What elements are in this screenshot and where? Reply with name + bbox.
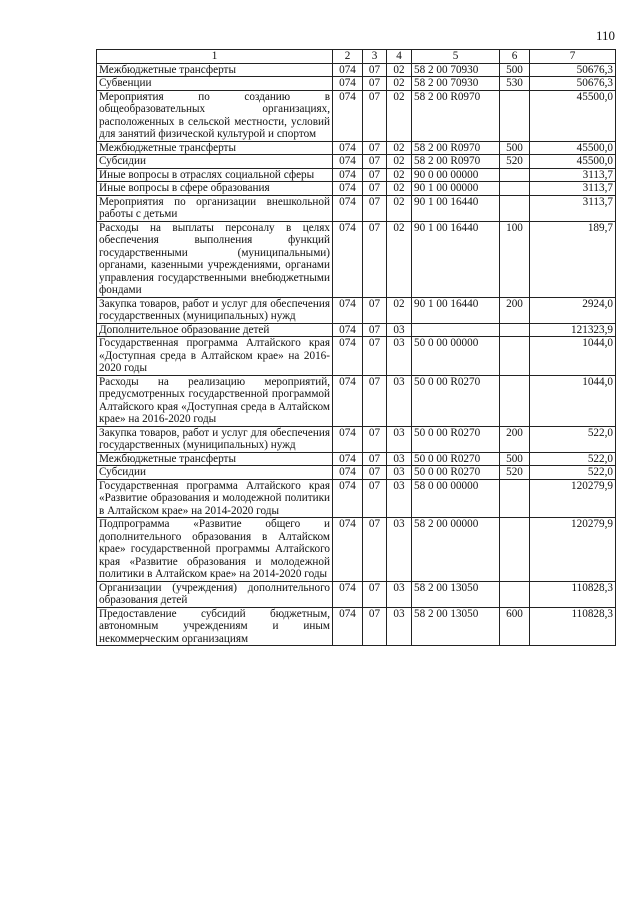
expense-type-code: 200 [500,297,530,323]
subsection-code: 02 [387,297,412,323]
section-code: 07 [363,479,387,518]
item-name: Субвенции [97,77,333,91]
table-row [97,323,616,337]
subsection-code: 03 [387,452,412,466]
amount: 45500,0 [530,155,616,169]
expense-type-code [500,90,530,141]
subsection-code: 03 [387,607,412,646]
target-article-code: 58 2 00 00000 [412,518,500,582]
header-row [97,50,616,64]
department-code: 074 [333,195,363,221]
department-code: 074 [333,90,363,141]
item-name: Мероприятия по организации внешкольной работы с детьми [97,195,333,221]
target-article-code [412,323,500,337]
item-name: Закупка товаров, работ и услуг для обеспечения государственных (муниципальных) нужд [97,297,333,323]
expense-type-code [500,479,530,518]
subsection-code: 02 [387,155,412,169]
section-code: 07 [363,155,387,169]
item-name: Мероприятия по созданию в общеобразовательных организациях, расположенных в сельской местности, условий для занятий физической культурой и спортом [97,90,333,141]
subsection-code: 02 [387,141,412,155]
subsection-code: 02 [387,168,412,182]
target-article-code: 90 1 00 16440 [412,297,500,323]
table-row [97,375,616,426]
section-code: 07 [363,297,387,323]
department-code: 074 [333,182,363,196]
subsection-code: 02 [387,90,412,141]
table-row [97,581,616,607]
section-code: 07 [363,90,387,141]
department-code: 074 [333,375,363,426]
subsection-code: 03 [387,337,412,376]
amount: 3113,7 [530,182,616,196]
subsection-code: 02 [387,63,412,77]
item-name: Расходы на реализацию мероприятий, предусмотренных государственной программой Алтайского края «Доступная среда в Алтайском крае» на 2016-2020 годы [97,375,333,426]
target-article-code: 50 0 00 00000 [412,337,500,376]
item-name: Организации (учреждения) дополнительного образования детей [97,581,333,607]
amount: 120279,9 [530,479,616,518]
table-row [97,479,616,518]
department-code: 074 [333,141,363,155]
expense-type-code [500,182,530,196]
item-name: Иные вопросы в сфере образования [97,182,333,196]
section-code: 07 [363,518,387,582]
section-code: 07 [363,168,387,182]
expense-type-code: 520 [500,466,530,480]
subsection-code: 03 [387,479,412,518]
department-code: 074 [333,466,363,480]
expense-type-code [500,337,530,376]
section-code: 07 [363,466,387,480]
table-row [97,426,616,452]
item-name: Субсидии [97,466,333,480]
amount: 522,0 [530,426,616,452]
target-article-code: 58 2 00 70930 [412,63,500,77]
department-code: 074 [333,581,363,607]
amount: 189,7 [530,221,616,297]
amount: 120279,9 [530,518,616,582]
table-row [97,90,616,141]
table-row [97,195,616,221]
expense-type-code: 600 [500,607,530,646]
department-code: 074 [333,63,363,77]
expense-type-code: 500 [500,452,530,466]
item-name: Субсидии [97,155,333,169]
item-name: Предоставление субсидий бюджетным, автономным учреждениям и иным некоммерческим организациям [97,607,333,646]
page-number: 110 [596,28,616,43]
amount: 522,0 [530,452,616,466]
item-name: Государственная программа Алтайского края «Доступная среда в Алтайском крае» на 2016-2020 годы [97,337,333,376]
amount: 45500,0 [530,141,616,155]
item-name: Подпрограмма «Развитие общего и дополнительного образования в Алтайском крае» государственной программы Алтайского края «Развитие образования и молодежной политики в Алтайском крае» на 2014-2020 годы [97,518,333,582]
subsection-code: 02 [387,77,412,91]
subsection-code: 03 [387,518,412,582]
item-name: Межбюджетные трансферты [97,63,333,77]
section-code: 07 [363,375,387,426]
section-code: 07 [363,141,387,155]
target-article-code: 50 0 00 R0270 [412,426,500,452]
target-article-code: 50 0 00 R0270 [412,466,500,480]
target-article-code: 58 2 00 R0970 [412,155,500,169]
amount: 3113,7 [530,168,616,182]
table-row [97,155,616,169]
department-code: 074 [333,297,363,323]
amount: 3113,7 [530,195,616,221]
table-row [97,518,616,582]
item-name: Межбюджетные трансферты [97,452,333,466]
section-code: 07 [363,452,387,466]
target-article-code: 58 2 00 R0970 [412,90,500,141]
department-code: 074 [333,168,363,182]
item-name: Государственная программа Алтайского края «Развитие образования и молодежной политики в Алтайском крае» на 2014-2020 годы [97,479,333,518]
target-article-code: 58 2 00 13050 [412,581,500,607]
target-article-code: 90 1 00 00000 [412,182,500,196]
header-col-5: 5 [412,50,500,64]
item-name: Расходы на выплаты персоналу в целях обеспечения выполнения функций государственными (муниципальными) органами, казенными учреждениями, органами управления государственными внебюджетными фондами [97,221,333,297]
expense-type-code: 530 [500,77,530,91]
subsection-code: 03 [387,426,412,452]
target-article-code: 58 2 00 R0970 [412,141,500,155]
department-code: 074 [333,337,363,376]
section-code: 07 [363,63,387,77]
target-article-code: 58 2 00 70930 [412,77,500,91]
header-col-2: 2 [333,50,363,64]
amount: 1044,0 [530,375,616,426]
amount: 110828,3 [530,581,616,607]
expense-type-code: 200 [500,426,530,452]
subsection-code: 03 [387,323,412,337]
header-col-1: 1 [97,50,333,64]
amount: 1044,0 [530,337,616,376]
section-code: 07 [363,195,387,221]
expense-type-code: 500 [500,141,530,155]
header-col-4: 4 [387,50,412,64]
table-row [97,607,616,646]
section-code: 07 [363,581,387,607]
department-code: 074 [333,479,363,518]
department-code: 074 [333,155,363,169]
amount: 50676,3 [530,77,616,91]
department-code: 074 [333,426,363,452]
target-article-code: 50 0 00 R0270 [412,452,500,466]
table-row [97,337,616,376]
table-row [97,297,616,323]
table-row [97,182,616,196]
section-code: 07 [363,221,387,297]
subsection-code: 03 [387,581,412,607]
expense-type-code [500,375,530,426]
amount: 121323,9 [530,323,616,337]
section-code: 07 [363,426,387,452]
amount: 522,0 [530,466,616,480]
department-code: 074 [333,518,363,582]
header-col-7: 7 [530,50,616,64]
item-name: Межбюджетные трансферты [97,141,333,155]
section-code: 07 [363,323,387,337]
table-row [97,77,616,91]
department-code: 074 [333,221,363,297]
expense-type-code: 500 [500,63,530,77]
table-row [97,452,616,466]
table-row [97,168,616,182]
header-col-6: 6 [500,50,530,64]
expense-type-code [500,323,530,337]
section-code: 07 [363,607,387,646]
expense-type-code: 520 [500,155,530,169]
expense-type-code [500,518,530,582]
table-row [97,63,616,77]
amount: 50676,3 [530,63,616,77]
expense-type-code [500,195,530,221]
amount: 110828,3 [530,607,616,646]
item-name: Закупка товаров, работ и услуг для обеспечения государственных (муниципальных) нужд [97,426,333,452]
section-code: 07 [363,337,387,376]
subsection-code: 02 [387,182,412,196]
section-code: 07 [363,77,387,91]
target-article-code: 58 0 00 00000 [412,479,500,518]
section-code: 07 [363,182,387,196]
table-row [97,221,616,297]
amount: 45500,0 [530,90,616,141]
expense-type-code: 100 [500,221,530,297]
subsection-code: 02 [387,221,412,297]
item-name: Дополнительное образование детей [97,323,333,337]
target-article-code: 90 1 00 16440 [412,195,500,221]
department-code: 074 [333,323,363,337]
header-col-3: 3 [363,50,387,64]
target-article-code: 90 1 00 16440 [412,221,500,297]
budget-table [96,49,616,646]
table-row [97,466,616,480]
expense-type-code [500,581,530,607]
expense-type-code [500,168,530,182]
target-article-code: 90 0 00 00000 [412,168,500,182]
subsection-code: 03 [387,375,412,426]
target-article-code: 50 0 00 R0270 [412,375,500,426]
table-row [97,141,616,155]
department-code: 074 [333,77,363,91]
department-code: 074 [333,607,363,646]
department-code: 074 [333,452,363,466]
subsection-code: 02 [387,195,412,221]
subsection-code: 03 [387,466,412,480]
amount: 2924,0 [530,297,616,323]
target-article-code: 58 2 00 13050 [412,607,500,646]
item-name: Иные вопросы в отраслях социальной сферы [97,168,333,182]
